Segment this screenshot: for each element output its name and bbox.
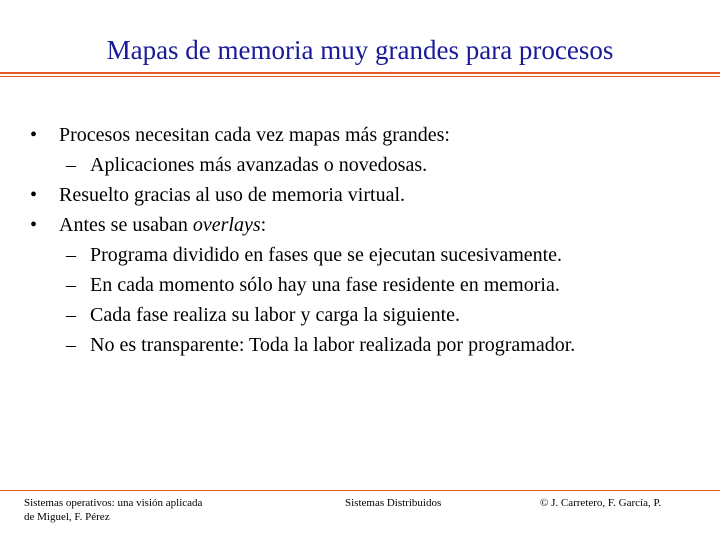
- dash-marker: –: [66, 244, 76, 266]
- bullet-item: [0, 180, 720, 210]
- sub-bullet-item: [0, 330, 720, 360]
- bullet-item: [0, 120, 720, 150]
- bullet-item: [0, 210, 720, 240]
- bullet-text-suffix: :: [260, 214, 267, 236]
- footer-copyright: © J. Carretero, F. García, P.: [540, 497, 662, 509]
- footer-book-title: Sistemas operativos: una visión aplicada: [24, 497, 203, 509]
- dash-marker: –: [66, 154, 76, 176]
- dash-marker: –: [66, 274, 76, 296]
- sub-bullet-item: [0, 300, 720, 330]
- dash-marker: –: [66, 304, 76, 326]
- sub-bullet-text: En cada momento sólo hay una fase residente en memoria.: [90, 274, 560, 296]
- footer-course-name: Sistemas Distribuidos: [345, 497, 442, 509]
- sub-bullet-text: No es transparente: Toda la labor realizada por programador.: [90, 334, 576, 356]
- footer-book-credit: [24, 496, 264, 524]
- footer-divider: [0, 490, 720, 491]
- bullet-text-emphasis: overlays: [192, 214, 261, 236]
- sub-bullet-text: Cada fase realiza su labor y carga la siguiente.: [90, 304, 461, 326]
- bullet-marker: •: [30, 124, 38, 146]
- bullet-text: Procesos necesitan cada vez mapas más grandes:: [59, 124, 450, 146]
- sub-bullet-text: Aplicaciones más avanzadas o novedosas.: [90, 154, 428, 176]
- footer-book-authors: de Miguel, F. Pérez: [24, 511, 110, 523]
- sub-bullet-item: [0, 270, 720, 300]
- bullet-marker: •: [30, 184, 38, 206]
- sub-bullet-item: [0, 240, 720, 270]
- sub-bullet-item: [0, 150, 720, 180]
- bullet-text: Resuelto gracias al uso de memoria virtual.: [59, 184, 406, 206]
- slide-title: Mapas de memoria muy grandes para procesos: [106, 35, 614, 65]
- bullet-list: [0, 120, 720, 360]
- dash-marker: –: [66, 334, 76, 356]
- sub-bullet-text: Programa dividido en fases que se ejecutan sucesivamente.: [90, 244, 563, 266]
- bullet-marker: •: [30, 214, 38, 236]
- bullet-text-prefix: Antes se usaban: [59, 214, 193, 236]
- title-divider: [0, 72, 720, 77]
